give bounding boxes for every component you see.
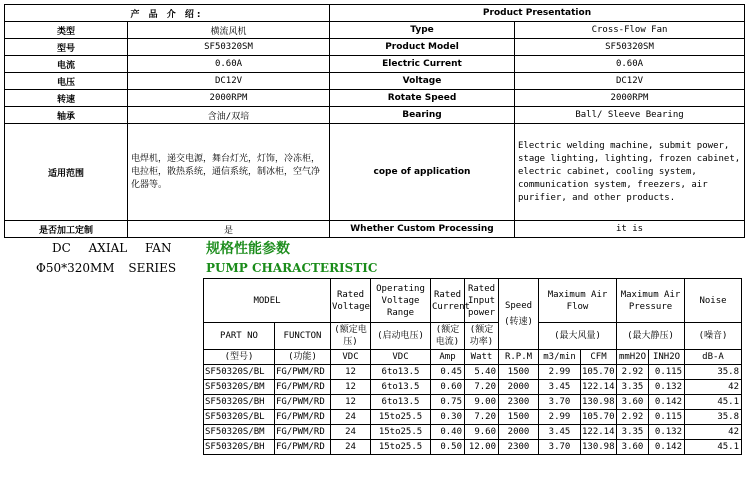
speed-header-en: Speed [504, 301, 533, 311]
spec-value-cn: 含油/双培 [128, 107, 330, 124]
table-row [204, 425, 742, 440]
max-air-flow-cn: (最大风量) [539, 323, 617, 350]
perf-header-row-1 [204, 279, 742, 323]
function-cell: FG/PWM/RD [275, 410, 331, 425]
pressure-inh2o-cell: 0.115 [649, 410, 685, 425]
function-cell: FG/PWM/RD [275, 380, 331, 395]
spec-label-cn: 类型 [5, 22, 128, 39]
noise-cell: 45.1 [685, 395, 742, 410]
air-flow-cfm-cell: 105.70 [581, 410, 617, 425]
product-spec-row [5, 56, 745, 73]
operating-voltage-cell: 15to25.5 [371, 425, 431, 440]
product-spec-row [5, 90, 745, 107]
rated-voltage-cell: 12 [331, 380, 371, 395]
noise-cell: 35.8 [685, 365, 742, 380]
function-cell: FG/PWM/RD [275, 425, 331, 440]
cn-section-header: 产 品 介 绍: [5, 5, 330, 22]
product-table-body [5, 5, 745, 238]
unit-inh2o: INH2O [649, 350, 685, 365]
operating-voltage-cell: 15to25.5 [371, 440, 431, 455]
rated-current-cell: 0.45 [431, 365, 465, 380]
air-flow-cfm-cell: 130.98 [581, 395, 617, 410]
spec-value-cn: 横流风机 [128, 22, 330, 39]
part-no-cell: SF50320S/BM [204, 380, 275, 395]
spec-value-en: Ball/ Sleeve Bearing [515, 107, 745, 124]
rated-current-cell: 0.30 [431, 410, 465, 425]
pressure-mmh2o-cell: 3.60 [617, 440, 649, 455]
spec-label-en: Type [330, 22, 515, 39]
air-flow-cfm-cell: 130.98 [581, 440, 617, 455]
spec-label-cn: 转速 [5, 90, 128, 107]
speed-cell: 1500 [499, 410, 539, 425]
spec-value-en: Electric welding machine, submit power, stage lighting, lighting, frozen cabinet, electric cabinet, cooling system, communication system, freezers, air purifier, and other products. [515, 124, 745, 221]
pressure-mmh2o-cell: 3.60 [617, 395, 649, 410]
product-spec-row [5, 124, 745, 221]
spec-value-cn: 2000RPM [128, 90, 330, 107]
air-flow-cfm-cell: 122.14 [581, 425, 617, 440]
part-no-cell: SF50320S/BL [204, 365, 275, 380]
rated-input-cell: 7.20 [465, 380, 499, 395]
spec-value-cn: 电焊机，递交电源，舞台灯光，灯饰，冷冻柜，电拉柜，散热系统，通信系统，制冰柜，空气净化器等。 [128, 124, 330, 221]
table-row [204, 440, 742, 455]
rated-voltage-cell: 12 [331, 395, 371, 410]
speed-cell: 2300 [499, 395, 539, 410]
part-no-header: PART NO [204, 323, 275, 350]
operating-voltage-cell: 6to13.5 [371, 395, 431, 410]
unit-dba: dB-A [685, 350, 742, 365]
rated-input-cell: 9.60 [465, 425, 499, 440]
operating-voltage-header: Operating Voltage Range [371, 279, 431, 323]
rated-current-header: Rated Current [431, 279, 465, 323]
part-no-cell: SF50320S/BH [204, 440, 275, 455]
unit-watt: Watt [465, 350, 499, 365]
operating-voltage-cell: 6to13.5 [371, 365, 431, 380]
speed-cell: 2300 [499, 440, 539, 455]
part-no-cell: SF50320S/BH [204, 395, 275, 410]
spec-value-en: it is [515, 221, 745, 238]
spec-value-en: Cross-Flow Fan [515, 22, 745, 39]
performance-table-body [204, 279, 742, 455]
series-title-line1: DC AXIAL FAN [52, 241, 172, 255]
spec-label-cn: 型号 [5, 39, 128, 56]
noise-header: Noise [685, 279, 742, 323]
pressure-inh2o-cell: 0.115 [649, 365, 685, 380]
noise-cn: (噪音) [685, 323, 742, 350]
spec-value-cn: 是 [128, 221, 330, 238]
max-air-pressure-cn: (最大静压) [617, 323, 685, 350]
spec-label-en: Electric Current [330, 56, 515, 73]
unit-vdc-rated: VDC [331, 350, 371, 365]
rated-voltage-cell: 24 [331, 410, 371, 425]
rated-voltage-cell: 24 [331, 440, 371, 455]
spec-label-en: cope of application [330, 124, 515, 221]
function-header: FUNCTON [275, 323, 331, 350]
spec-label-en: Whether Custom Processing [330, 221, 515, 238]
rated-current-cell: 0.60 [431, 380, 465, 395]
rated-voltage-cell: 12 [331, 365, 371, 380]
air-flow-m3min-cell: 2.99 [539, 410, 581, 425]
speed-header [499, 279, 539, 350]
speed-header-cn: (转速) [504, 317, 533, 327]
function-cell: FG/PWM/RD [275, 395, 331, 410]
spec-value-cn: DC12V [128, 73, 330, 90]
perf-header-row-3 [204, 350, 742, 365]
spec-value-cn: SF50320SM [128, 39, 330, 56]
pressure-mmh2o-cell: 2.92 [617, 365, 649, 380]
rated-input-header: Rated Input power [465, 279, 499, 323]
rated-input-cn: (额定功率) [465, 323, 499, 350]
product-spec-row [5, 107, 745, 124]
spec-label-cn: 电压 [5, 73, 128, 90]
speed-cell: 1500 [499, 365, 539, 380]
perf-header-row-2 [204, 323, 742, 350]
unit-mmh2o: mmH2O [617, 350, 649, 365]
rated-voltage-header: Rated Voltage [331, 279, 371, 323]
en-section-header: Product Presentation [330, 5, 745, 22]
spec-value-en: 2000RPM [515, 90, 745, 107]
rated-input-cell: 12.00 [465, 440, 499, 455]
air-flow-cfm-cell: 122.14 [581, 380, 617, 395]
table-row [204, 365, 742, 380]
product-spec-row [5, 221, 745, 238]
noise-cell: 45.1 [685, 440, 742, 455]
product-table-header-row [5, 5, 745, 22]
operating-voltage-cell: 15to25.5 [371, 410, 431, 425]
unit-cfm: CFM [581, 350, 617, 365]
air-flow-m3min-cell: 2.99 [539, 365, 581, 380]
product-spec-row [5, 22, 745, 39]
unit-amp: Amp [431, 350, 465, 365]
spec-heading-en: PUMP CHARACTERISTIC [206, 261, 378, 275]
product-presentation-table [4, 4, 745, 238]
rated-voltage-cell: 24 [331, 425, 371, 440]
rated-voltage-cn: (额定电压) [331, 323, 371, 350]
rated-input-cell: 5.40 [465, 365, 499, 380]
spec-label-en: Product Model [330, 39, 515, 56]
noise-cell: 42 [685, 425, 742, 440]
speed-cell: 2000 [499, 380, 539, 395]
part-no-cell: SF50320S/BM [204, 425, 275, 440]
spec-label-cn: 轴承 [5, 107, 128, 124]
pressure-inh2o-cell: 0.142 [649, 395, 685, 410]
part-no-cell: SF50320S/BL [204, 410, 275, 425]
air-flow-m3min-cell: 3.70 [539, 395, 581, 410]
part-no-cn: (型号) [204, 350, 275, 365]
function-cell: FG/PWM/RD [275, 365, 331, 380]
air-flow-m3min-cell: 3.70 [539, 440, 581, 455]
spec-value-cn: 0.60A [128, 56, 330, 73]
operating-voltage-cell: 6to13.5 [371, 380, 431, 395]
pressure-mmh2o-cell: 3.35 [617, 380, 649, 395]
table-row [204, 380, 742, 395]
pressure-inh2o-cell: 0.142 [649, 440, 685, 455]
noise-cell: 35.8 [685, 410, 742, 425]
rated-input-cell: 7.20 [465, 410, 499, 425]
rated-input-cell: 9.00 [465, 395, 499, 410]
air-flow-m3min-cell: 3.45 [539, 380, 581, 395]
air-flow-m3min-cell: 3.45 [539, 425, 581, 440]
spec-heading-cn: 规格性能参数 [206, 241, 290, 257]
rated-current-cell: 0.50 [431, 440, 465, 455]
spec-label-cn: 电流 [5, 56, 128, 73]
operating-voltage-cn: (启动电压) [371, 323, 431, 350]
spec-label-en: Voltage [330, 73, 515, 90]
pressure-inh2o-cell: 0.132 [649, 380, 685, 395]
function-cn: (功能) [275, 350, 331, 365]
unit-vdc-operating: VDC [371, 350, 431, 365]
speed-cell: 2000 [499, 425, 539, 440]
unit-m3min: m3/min [539, 350, 581, 365]
performance-table [203, 278, 742, 455]
rated-current-cell: 0.40 [431, 425, 465, 440]
max-air-flow-header: Maximum Air Flow [539, 279, 617, 323]
pressure-mmh2o-cell: 2.92 [617, 410, 649, 425]
series-title-line2: Φ50*320MM SERIES [36, 261, 177, 275]
air-flow-cfm-cell: 105.70 [581, 365, 617, 380]
noise-cell: 42 [685, 380, 742, 395]
rated-current-cell: 0.75 [431, 395, 465, 410]
spec-label-cn: 是否加工定制 [5, 221, 128, 238]
product-spec-row [5, 39, 745, 56]
table-row [204, 410, 742, 425]
spec-label-cn: 适用范围 [5, 124, 128, 221]
pressure-inh2o-cell: 0.132 [649, 425, 685, 440]
spec-label-en: Rotate Speed [330, 90, 515, 107]
spec-value-en: 0.60A [515, 56, 745, 73]
model-header: MODEL [204, 279, 331, 323]
spec-value-en: SF50320SM [515, 39, 745, 56]
function-cell: FG/PWM/RD [275, 440, 331, 455]
product-spec-row [5, 73, 745, 90]
pressure-mmh2o-cell: 3.35 [617, 425, 649, 440]
unit-rpm: R.P.M [499, 350, 539, 365]
max-air-pressure-header: Maximum Air Pressure [617, 279, 685, 323]
table-row [204, 395, 742, 410]
spec-value-en: DC12V [515, 73, 745, 90]
rated-current-cn: (额定电流) [431, 323, 465, 350]
spec-label-en: Bearing [330, 107, 515, 124]
